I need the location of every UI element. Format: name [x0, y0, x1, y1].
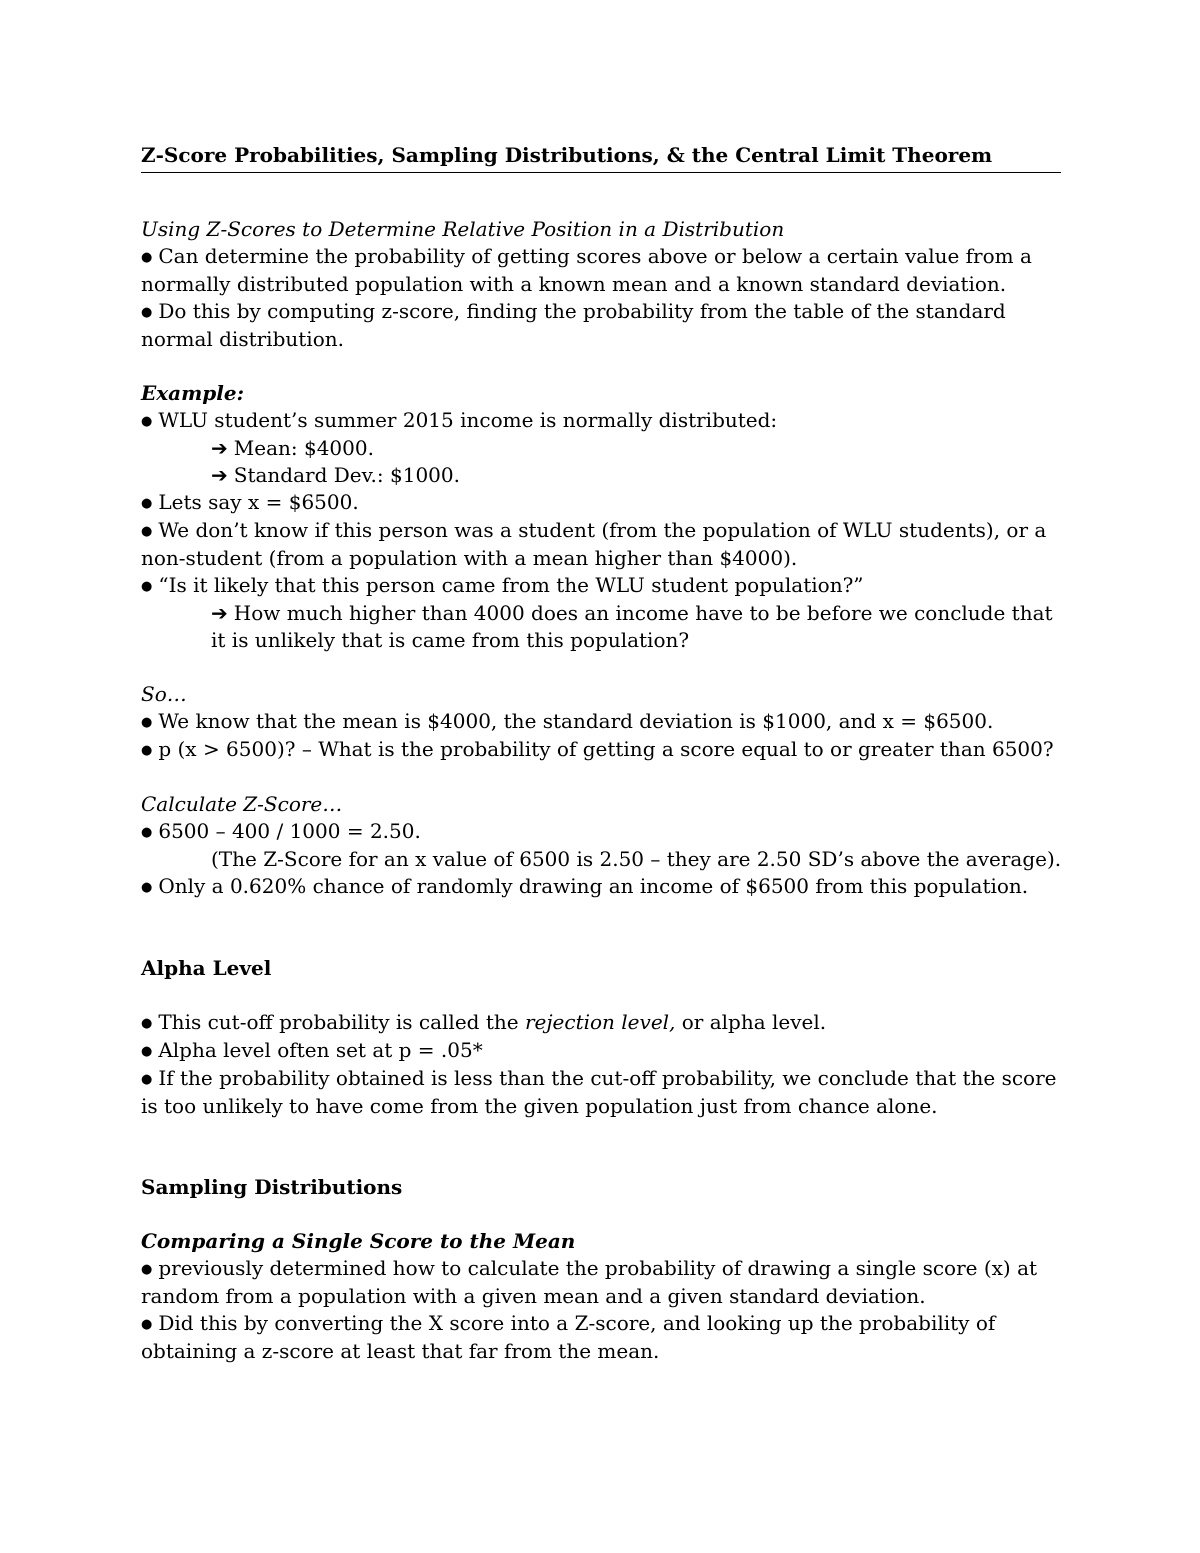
question-text: How much higher than 4000 does an income have to be before we conclude that it is unlikely that is came from this population? — [211, 601, 1053, 652]
calculate-heading: Calculate Z-Score… — [141, 792, 343, 816]
bullet-item: ● p (x > 6500)? – What is the probability of getting a score equal to or greater than 6500? — [141, 736, 1061, 764]
sampling-heading: Sampling Distributions — [141, 1175, 403, 1199]
arrow-item-mean — [141, 435, 1061, 462]
bullet-item: ● WLU student’s summer 2015 income is normally distributed: — [141, 407, 1061, 435]
arrow-icon: ➔ — [211, 463, 228, 487]
rejection-level-term: rejection level, — [524, 1010, 676, 1034]
sampling-subheading: Comparing a Single Score to the Mean — [141, 1229, 576, 1253]
arrow-item-question — [141, 600, 1061, 654]
bullet-item: ● “Is it likely that this person came from the WLU student population?” — [141, 572, 1061, 600]
bullet-item: ● 6500 – 400 / 1000 = 2.50. — [141, 818, 1061, 846]
bullet-item — [141, 1009, 1061, 1037]
bullet-item: ● We don’t know if this person was a student (from the population of WLU students), or a non-student (from a population with a mean higher than $4000). — [141, 517, 1061, 572]
text-span: or alpha level. — [675, 1010, 827, 1034]
bullet-item: ● Alpha level often set at p = .05* — [141, 1037, 1061, 1065]
mean-text: Mean: $4000. — [233, 436, 374, 460]
bullet-item: ● Can determine the probability of getting scores above or below a certain value from a normally distributed population with a known mean and a known standard deviation. — [141, 243, 1061, 298]
so-heading: So… — [141, 682, 187, 706]
section-heading-z-scores: Using Z-Scores to Determine Relative Position in a Distribution — [141, 217, 785, 241]
text-span: This cut-off probability is called the — [158, 1010, 525, 1034]
bullet-item: ● Do this by computing z-score, finding the probability from the table of the standard normal distribution. — [141, 298, 1061, 353]
bullet-item: ● If the probability obtained is less than the cut-off probability, we conclude that the score is too unlikely to have come from the given population just from chance alone. — [141, 1065, 1061, 1120]
alpha-heading: Alpha Level — [141, 956, 272, 980]
bullet-item: ● Did this by converting the X score into a Z-score, and looking up the probability of obtaining a z-score at least that far from the mean. — [141, 1310, 1061, 1365]
arrow-item-sd — [141, 462, 1061, 489]
bullet-item: ● We know that the mean is $4000, the standard deviation is $1000, and x = $6500. — [141, 708, 1061, 736]
bullet-item: ● Only a 0.620% chance of randomly drawing an income of $6500 from this population. — [141, 873, 1061, 901]
bullet-item: ● previously determined how to calculate the probability of drawing a single score (x) at random from a population with a given mean and a given standard deviation. — [141, 1255, 1061, 1310]
bullet-item: ● Lets say x = $6500. — [141, 489, 1061, 517]
arrow-icon: ➔ — [211, 436, 228, 460]
calc-note: (The Z-Score for an x value of 6500 is 2.50 – they are 2.50 SD’s above the average). — [211, 847, 1062, 871]
document-title: Z-Score Probabilities, Sampling Distributions, & the Central Limit Theorem — [141, 142, 1061, 173]
document-content — [141, 142, 1061, 1365]
example-heading: Example: — [141, 381, 244, 405]
arrow-icon: ➔ — [211, 601, 228, 625]
sd-text: Standard Dev.: $1000. — [233, 463, 460, 487]
